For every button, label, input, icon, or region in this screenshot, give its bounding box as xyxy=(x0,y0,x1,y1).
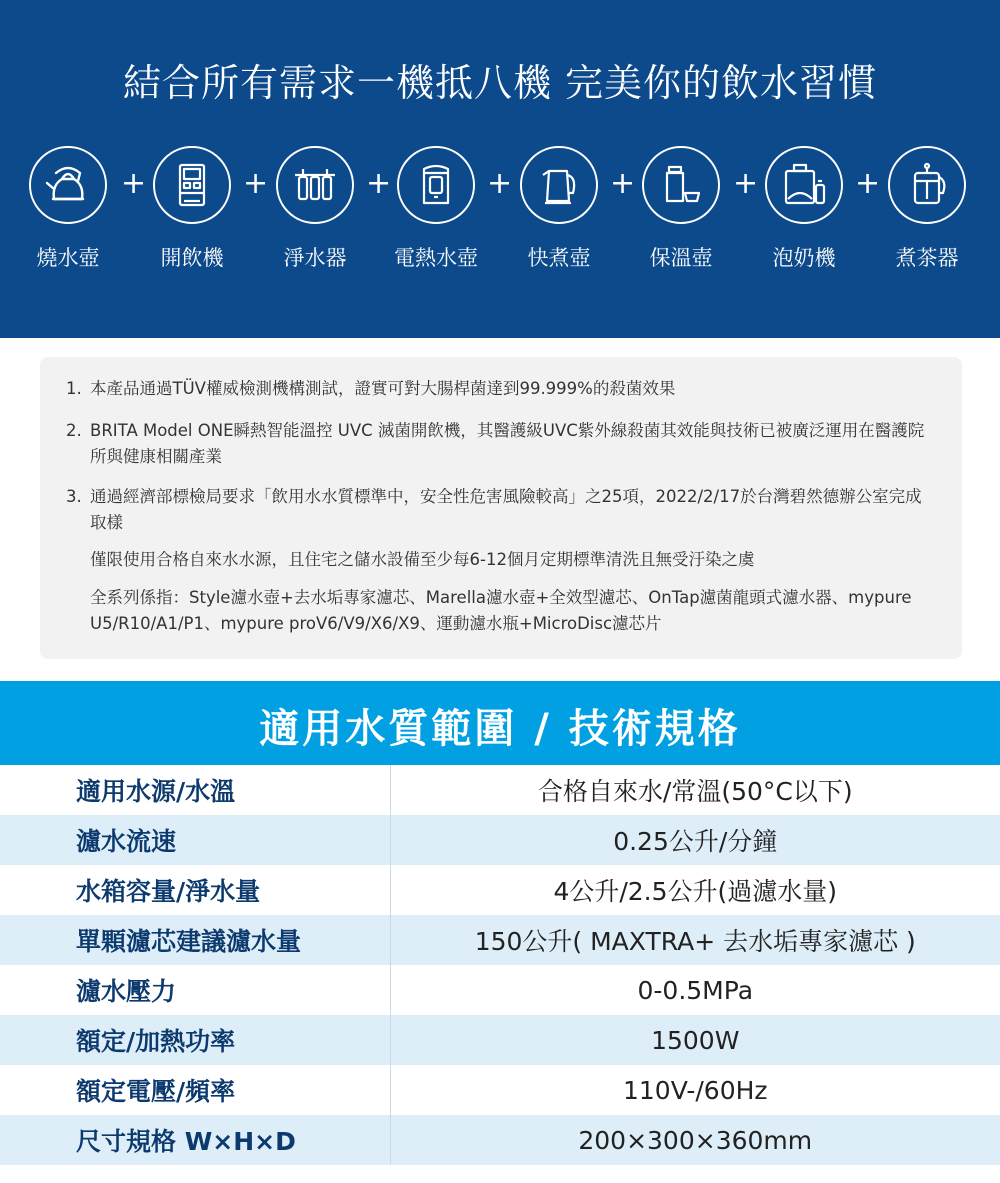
plus-sign: + xyxy=(121,166,147,201)
electric-kettle-icon xyxy=(520,146,598,224)
spec-key: 水箱容量/淨水量 xyxy=(0,865,390,915)
spec-value: 0-0.5MPa xyxy=(637,975,754,1005)
appliance-label: 快煮壺 xyxy=(527,246,591,270)
table-row xyxy=(0,865,1000,915)
spec-value: 110V-/60Hz xyxy=(622,1075,768,1105)
table-row xyxy=(0,1015,1000,1065)
footnote-text: 全系列係指：Style濾水壺+去水垢專家濾芯、Marella濾水壺+全效型濾芯、OnTap濾菌龍頭式濾水器、mypure U5/R10/A1/P1、mypure proV6/V9/X6/X9、運動濾水瓶+MicroDisc濾芯片 xyxy=(90,588,912,633)
table-row xyxy=(0,965,1000,1015)
footnote xyxy=(66,376,926,402)
spec-value: 150公升( MAXTRA+ 去水垢專家濾芯 ) xyxy=(390,915,1000,965)
appliance-label: 泡奶機 xyxy=(772,246,836,270)
appliance-label: 開飲機 xyxy=(160,246,224,270)
table-row xyxy=(0,915,1000,965)
hero-title: 結合所有需求一機抵八機 完美你的飲水習慣 xyxy=(122,61,878,105)
plus-sign: + xyxy=(855,166,881,201)
spec-header-band xyxy=(0,681,1000,765)
footnote-text: 本產品通過TÜV權威檢測機構測試，證實可對大腸桿菌達到99.999%的殺菌效果 xyxy=(90,379,676,398)
water-dispenser-icon xyxy=(153,146,231,224)
tea-maker-icon xyxy=(888,146,966,224)
appliance-label: 電熱水壺 xyxy=(394,246,478,270)
footnote xyxy=(66,484,926,536)
spec-value: 4公升/2.5公升(過濾水量) xyxy=(553,877,838,906)
appliance-label: 淨水器 xyxy=(283,246,347,270)
spec-table xyxy=(0,765,1000,1165)
footnote-number: 3. xyxy=(66,487,82,506)
hero-banner xyxy=(0,0,1000,338)
spec-key: 單顆濾芯建議濾水量 xyxy=(0,915,390,965)
formula-maker-icon xyxy=(765,146,843,224)
spec-key: 適用水源/水溫 xyxy=(0,765,390,815)
appliance-label: 燒水壺 xyxy=(36,246,100,270)
footnote xyxy=(66,585,926,637)
appliance-label: 煮茶器 xyxy=(895,246,959,270)
table-row xyxy=(0,1115,1000,1165)
spec-value: 200×300×360mm xyxy=(390,1115,1000,1165)
spec-value: 1500W xyxy=(390,1015,1000,1065)
electric-thermo-pot-icon xyxy=(397,146,475,224)
appliance-icons-row xyxy=(0,146,1000,226)
plus-sign: + xyxy=(487,166,513,201)
footnotes-panel xyxy=(40,357,962,659)
spec-key: 尺寸規格 W×H×D xyxy=(0,1115,390,1165)
footnote-number: 2. xyxy=(66,421,82,440)
table-row xyxy=(0,1065,1000,1115)
kettle-icon xyxy=(29,146,107,224)
water-purifier-icon xyxy=(276,146,354,224)
spec-title: 適用水質範圍 / 技術規格 xyxy=(259,706,741,752)
footnote-text: 通過經濟部標檢局要求「飲用水水質標準中，安全性危害風險較高」之25項，2022/2/17於台灣碧然德辦公室完成取樣 xyxy=(90,487,922,532)
spec-key: 額定/加熱功率 xyxy=(0,1015,390,1065)
footnote-text: BRITA Model ONE瞬熱智能溫控 UVC 滅菌開飲機，其醫護級UVC紫外線殺菌其效能與技術已被廣泛運用在醫護院所與健康相關產業 xyxy=(90,421,925,466)
spec-key: 濾水流速 xyxy=(0,815,390,865)
thermos-icon xyxy=(642,146,720,224)
spec-value: 合格自來水/常溫(50°C以下) xyxy=(537,777,853,806)
table-row xyxy=(0,815,1000,865)
plus-sign: + xyxy=(366,166,392,201)
plus-sign: + xyxy=(733,166,759,201)
footnote-text: 僅限使用合格自來水水源，且住宅之儲水設備至少每6-12個月定期標準清洗且無受汙染之虞 xyxy=(90,550,755,569)
table-row xyxy=(0,765,1000,815)
spec-key: 額定電壓/頻率 xyxy=(0,1065,390,1115)
footnote xyxy=(66,418,926,470)
footnote xyxy=(66,547,926,573)
appliance-label: 保溫壺 xyxy=(649,246,713,270)
spec-value: 0.25公升/分鐘 xyxy=(390,815,1000,865)
plus-sign: + xyxy=(610,166,636,201)
plus-sign: + xyxy=(243,166,269,201)
footnote-number: 1. xyxy=(66,379,82,398)
spec-key: 濾水壓力 xyxy=(0,965,390,1015)
